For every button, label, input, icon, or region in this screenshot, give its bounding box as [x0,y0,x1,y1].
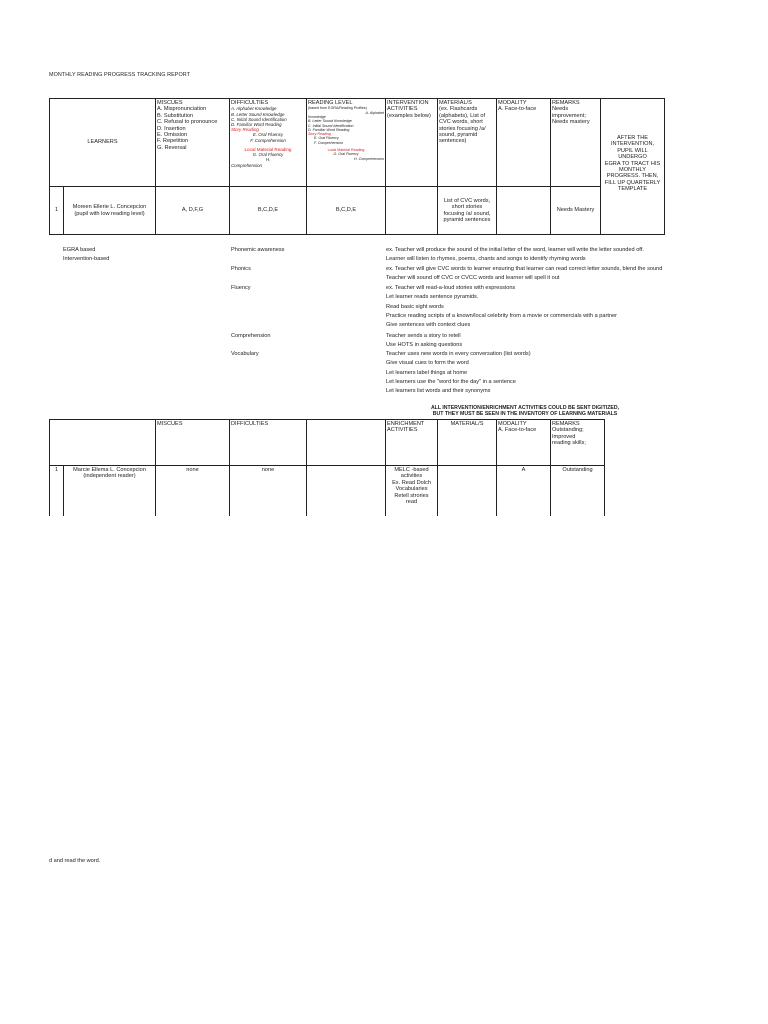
modality-header-2: MODALITY A. Face-to-face [497,420,551,466]
modality-value [497,187,551,235]
activity-item: Use HOTS in asking questions [386,342,463,348]
difficulties-value: B,C,D,E [230,187,307,235]
activity-item: Learner will listen to rhymes, poems, chants and songs to identify rhyming words [386,256,586,262]
remarks-value: Needs Mastery [551,187,601,235]
reading-level-value: B,C,D,E [307,187,386,235]
category-phonics: Phonics [231,266,251,272]
activity-item: Practice reading scripts of a known/local celebrity from a movie or commercials with a partner [386,313,617,319]
activity-item: Teacher sends a story to retell [386,333,461,339]
learner-name-2: Marcie Ellema L. Concepcion (independent reader) [64,466,156,516]
learners-header: LEARNERS [50,99,156,187]
miscues-header-2: MISCUES [156,420,230,466]
egra-label: EGRA based [63,247,96,253]
difficulties-value-2: none [230,466,307,516]
reading-level-value-2 [307,466,386,516]
enrichment-header: ENRICHMENT ACTIVITIES [386,420,438,466]
activity-item: Let learner reads sentence pyramids. [386,294,479,300]
materials-value-2 [438,466,497,516]
materials-value: List of CVC words, short stories focusing /a/ sound, pyramid sentences [438,187,497,235]
activity-item: Give sentences with context clues [386,322,471,328]
activity-item: Let learners label things at home [386,370,468,376]
table-row [50,187,665,235]
reading-level-header-2 [307,420,386,466]
after-intervention-note: AFTER THE INTERVENTION, PUPIL WILL UNDERGO EGRA TO TRACT HIS MONTHLY PROGRESS. THEN, FILL UP QUARTERLY TEMPLATE [601,99,665,235]
remarks-value-2: Outstanding [551,466,605,516]
enrichment-table [49,419,605,516]
report-title: MONTHLY READING PROGRESS TRACKING REPORT [49,72,191,78]
row-number: 1 [50,187,64,235]
modality-value-2: A [497,466,551,516]
overflow-text: d and read the word. [49,858,101,864]
intervention-header: INTERVENTION ACTIVITIES (examples below) [386,99,438,187]
materials-header: MATERIAL/S (ex. Flashcards (alphabets), List of CVC words, short stories focusing /a/ sound, pyramid sentences) [438,99,497,187]
activity-item: ex. Teacher will read-a-loud stories with expressions [386,285,516,291]
learners-header-2 [50,420,156,466]
category-comprehension: Comprehension [231,333,271,339]
digitized-notice: ALL INTERVENTION/ENRICHMENT ACTIVITIES COULD BE SENT DIGITIZED, BUT THEY MUST BE SEEN IN THE INVENTORY OF LEARNING MATERIALS [430,405,620,417]
miscues-header: MISCUES A. Mispronunciation B. Substitution C. Refusal to pronounce D. Insertion E. Omission F. Repetition G. Reversal [156,99,230,187]
learner-name: Moreen Ellerie L. Concepcion (pupil with low reading level) [64,187,156,235]
intervention-label: Intervention-based [63,256,110,262]
miscues-value: A, D,F,G [156,187,230,235]
difficulties-header: DIFFICULTIES A. Alphabet Knowledge B. Letter Sound Knowledge C. Initial Sound Identification D. Familiar Word Reading Story Reading E. Oral Fluency F. Comprehension Local Material Reading G. Oral Fluency H. Comprehension [230,99,307,187]
table-row [50,466,605,516]
modality-header: MODALITY A. Face-to-face [497,99,551,187]
remarks-header: REMARKS Needs improvement; Needs mastery [551,99,601,187]
activity-item: ex. Teacher will give CVC words to learner ensuring that learner can read correct letter sounds, blend the sound [386,266,663,272]
intervention-value [386,187,438,235]
activity-item: Let learners use the "word for the day" in a sentence [386,379,516,385]
reading-level-header: READING LEVEL (based from EGRA/Reading Profiles) A. Alphabet Knowledge B. Letter Sound Knowledge C. Initial Sound Identification D. Familiar Word Reading Story Reading E. Oral Fluency F. Comprehension Local Material Reading G. Oral Fluency H. Comprehension [307,99,386,187]
activity-item: Give visual cues to form the word [386,360,469,366]
activity-item: Teacher uses new words in every conversation (list words) [386,351,531,357]
category-fluency: Fluency [231,285,251,291]
row-number-2: 1 [50,466,64,516]
enrichment-value: MELC -based activities Ex. Read Dolch Vocabularies Retell strories read [386,466,438,516]
difficulties-header-2: DIFFICULTIES [230,420,307,466]
activity-item: Let learners list words and their synonyms [386,388,491,394]
activity-item: ex. Teacher will produce the sound of the initial letter of the word, learner will write the letter sounded off. [386,247,644,253]
materials-header-2: MATERIAL/S [438,420,497,466]
remarks-header-2: REMARKS Outstanding; Improved reading skills; [551,420,605,466]
activity-item: Read basic sight words [386,304,444,310]
miscues-value-2: none [156,466,230,516]
activity-item: Teacher will sound off CVC or CVCC words and learner will spell it out [386,275,560,281]
progress-table [49,98,665,235]
category-vocabulary: Vocabulary [231,351,259,357]
category-phonemic: Phonemic awareness [231,247,285,253]
